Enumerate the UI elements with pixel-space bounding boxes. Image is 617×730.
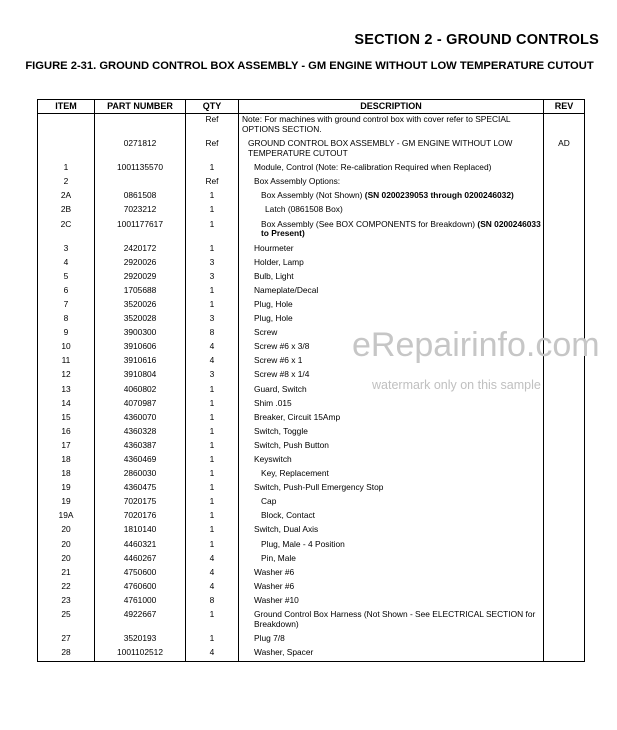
qty-cell: 1 — [186, 633, 239, 647]
part-number-cell: 3520026 — [95, 299, 186, 313]
qty-cell: 1 — [186, 524, 239, 538]
qty-cell: 4 — [186, 552, 239, 566]
qty-cell: 1 — [186, 482, 239, 496]
qty-cell: 1 — [186, 285, 239, 299]
description-cell — [239, 204, 544, 218]
part-number-cell: 2920026 — [95, 256, 186, 270]
part-number-cell: 3520028 — [95, 313, 186, 327]
description-cell — [239, 327, 544, 341]
qty-cell: 1 — [186, 609, 239, 633]
qty-cell: 4 — [186, 341, 239, 355]
description-cell — [239, 162, 544, 176]
description-cell — [239, 538, 544, 552]
description-text: Switch, Push Button — [254, 439, 329, 450]
part-number-cell: 7020176 — [95, 510, 186, 524]
description-cell — [239, 581, 544, 595]
part-number-cell: 2420172 — [95, 242, 186, 256]
item-cell: 18 — [38, 454, 95, 468]
item-cell: 19 — [38, 482, 95, 496]
table-row — [38, 285, 585, 299]
table-row — [38, 313, 585, 327]
table-row — [38, 454, 585, 468]
description-text: Plug, Hole — [254, 313, 293, 324]
part-number-cell: 2920029 — [95, 271, 186, 285]
table-row — [38, 468, 585, 482]
description-cell — [239, 524, 544, 538]
item-cell: 19 — [38, 496, 95, 510]
description-text: Block, Contact — [261, 510, 315, 521]
description-cell — [239, 355, 544, 369]
column-header-qty: QTY — [186, 100, 239, 114]
item-cell: 9 — [38, 327, 95, 341]
description-text: Washer #6 — [254, 566, 295, 577]
description-cell — [239, 440, 544, 454]
rev-cell — [544, 218, 585, 242]
item-cell: 16 — [38, 426, 95, 440]
qty-cell: 4 — [186, 355, 239, 369]
part-number-cell: 1810140 — [95, 524, 186, 538]
qty-cell: 1 — [186, 204, 239, 218]
description-text: Washer #6 — [254, 580, 295, 591]
qty-cell: 1 — [186, 538, 239, 552]
part-number-cell: 0861508 — [95, 190, 186, 204]
description-cell — [239, 176, 544, 190]
item-cell: 14 — [38, 397, 95, 411]
part-number-cell: 4360328 — [95, 426, 186, 440]
description-cell — [239, 138, 544, 162]
item-cell: 2C — [38, 218, 95, 242]
part-number-cell: 3910606 — [95, 341, 186, 355]
table-row — [38, 609, 585, 633]
rev-cell — [544, 510, 585, 524]
description-cell — [239, 426, 544, 440]
description-text: GROUND CONTROL BOX ASSEMBLY - GM ENGINE WITHOUT LOW TEMPERATURE CUTOUT — [248, 138, 513, 159]
table-row — [38, 647, 585, 662]
item-cell: 13 — [38, 383, 95, 397]
item-cell: 10 — [38, 341, 95, 355]
description-cell — [239, 482, 544, 496]
description-cell — [239, 633, 544, 647]
rev-cell — [544, 426, 585, 440]
table-row — [38, 190, 585, 204]
description-text: Switch, Toggle — [254, 425, 308, 436]
table-row — [38, 552, 585, 566]
description-cell — [239, 468, 544, 482]
table-row — [38, 271, 585, 285]
description-cell — [239, 114, 544, 139]
qty-cell: 1 — [186, 299, 239, 313]
description-cell — [239, 285, 544, 299]
description-text: Washer, Spacer — [254, 647, 314, 658]
column-header-description: DESCRIPTION — [239, 100, 544, 114]
qty-cell: 1 — [186, 190, 239, 204]
rev-cell — [544, 595, 585, 609]
description-text: Nameplate/Decal — [254, 284, 319, 295]
description-cell — [239, 552, 544, 566]
table-row — [38, 256, 585, 270]
description-text: Breaker, Circuit 15Amp — [254, 411, 341, 422]
rev-cell — [544, 204, 585, 218]
description-text: Washer #10 — [254, 594, 299, 605]
description-text: Hourmeter — [254, 242, 294, 253]
description-cell — [239, 412, 544, 426]
description-text: Latch (0861508 Box) — [265, 204, 343, 215]
part-number-cell: 7023212 — [95, 204, 186, 218]
qty-cell: 1 — [186, 468, 239, 482]
qty-cell: 4 — [186, 581, 239, 595]
description-text: Key, Replacement — [261, 468, 329, 479]
qty-cell: 1 — [186, 383, 239, 397]
part-number-cell: 4060802 — [95, 383, 186, 397]
description-cell — [239, 313, 544, 327]
description-cell — [239, 647, 544, 662]
column-header-part-number: PART NUMBER — [95, 100, 186, 114]
item-cell: 11 — [38, 355, 95, 369]
rev-cell — [544, 327, 585, 341]
item-cell: 3 — [38, 242, 95, 256]
rev-cell — [544, 176, 585, 190]
description-text: Module, Control (Note: Re-calibration Required when Replaced) — [254, 162, 492, 173]
qty-cell: 1 — [186, 242, 239, 256]
description-cell — [239, 609, 544, 633]
rev-cell — [544, 496, 585, 510]
item-cell — [38, 138, 95, 162]
description-cell — [239, 510, 544, 524]
qty-cell: 1 — [186, 397, 239, 411]
description-text: Switch, Push-Pull Emergency Stop — [254, 482, 384, 493]
table-row — [38, 482, 585, 496]
description-text: Plug, Hole — [254, 298, 293, 309]
qty-cell: Ref — [186, 176, 239, 190]
part-number-cell: 4070987 — [95, 397, 186, 411]
table-row — [38, 633, 585, 647]
qty-cell: 1 — [186, 162, 239, 176]
description-cell — [239, 190, 544, 204]
parts-table-body — [38, 114, 585, 662]
rev-cell — [544, 299, 585, 313]
rev-cell — [544, 567, 585, 581]
part-number-cell: 3900300 — [95, 327, 186, 341]
rev-cell — [544, 190, 585, 204]
rev-cell: AD — [544, 138, 585, 162]
part-number-cell: 1001177617 — [95, 218, 186, 242]
qty-cell: 4 — [186, 567, 239, 581]
part-number-cell: 4360387 — [95, 440, 186, 454]
item-cell: 27 — [38, 633, 95, 647]
rev-cell — [544, 355, 585, 369]
description-cell — [239, 242, 544, 256]
table-row — [38, 538, 585, 552]
part-number-cell: 2860030 — [95, 468, 186, 482]
description-cell — [239, 454, 544, 468]
table-row — [38, 524, 585, 538]
description-text: Screw #6 x 3/8 — [254, 341, 310, 352]
item-cell: 2 — [38, 176, 95, 190]
figure-title: FIGURE 2-31. GROUND CONTROL BOX ASSEMBLY - GM ENGINE WITHOUT LOW TEMPERATURE CUTOUT — [25, 60, 594, 72]
serial-range-text: (SN 0200246033 to Present) — [261, 218, 541, 239]
qty-cell: 1 — [186, 510, 239, 524]
item-cell: 18 — [38, 468, 95, 482]
item-cell: 21 — [38, 567, 95, 581]
description-cell — [239, 567, 544, 581]
description-text: Note: For machines with ground control box with cover refer to SPECIAL OPTIONS SECTION. — [242, 114, 511, 135]
part-number-cell: 1705688 — [95, 285, 186, 299]
part-number-cell: 4360475 — [95, 482, 186, 496]
table-row — [38, 426, 585, 440]
description-cell — [239, 271, 544, 285]
qty-cell: 1 — [186, 218, 239, 242]
item-cell: 2A — [38, 190, 95, 204]
description-text: Pin, Male — [261, 552, 296, 563]
table-row — [38, 383, 585, 397]
description-text: Screw — [254, 327, 278, 338]
rev-cell — [544, 609, 585, 633]
item-cell: 17 — [38, 440, 95, 454]
qty-cell: 3 — [186, 271, 239, 285]
description-text: Bulb, Light — [254, 270, 294, 281]
part-number-cell: 4460321 — [95, 538, 186, 552]
item-cell: 19A — [38, 510, 95, 524]
description-text: Box Assembly Options: — [254, 176, 341, 187]
item-cell: 7 — [38, 299, 95, 313]
rev-cell — [544, 412, 585, 426]
description-text: Keyswitch — [254, 453, 292, 464]
table-row — [38, 162, 585, 176]
watermark-note: watermark only on this sample — [372, 378, 541, 392]
description-cell — [239, 218, 544, 242]
item-cell: 20 — [38, 552, 95, 566]
rev-cell — [544, 369, 585, 383]
rev-cell — [544, 440, 585, 454]
part-number-cell: 4760600 — [95, 581, 186, 595]
description-text: Box Assembly (Not Shown) — [261, 190, 365, 201]
description-cell — [239, 341, 544, 355]
description-cell — [239, 383, 544, 397]
table-row — [38, 114, 585, 139]
table-row — [38, 341, 585, 355]
part-number-cell: 4761000 — [95, 595, 186, 609]
description-text: Screw #6 x 1 — [254, 355, 303, 366]
column-header-item: ITEM — [38, 100, 95, 114]
table-header-row — [38, 100, 585, 114]
qty-cell: 1 — [186, 426, 239, 440]
table-row — [38, 412, 585, 426]
part-number-cell: 4360469 — [95, 454, 186, 468]
description-text: Ground Control Box Harness (Not Shown - See ELECTRICAL SECTION for Breakdown) — [254, 609, 536, 629]
part-number-cell — [95, 176, 186, 190]
item-cell: 28 — [38, 647, 95, 662]
rev-cell — [544, 341, 585, 355]
item-cell: 2B — [38, 204, 95, 218]
table-row — [38, 176, 585, 190]
item-cell: 1 — [38, 162, 95, 176]
description-text: Box Assembly (See BOX COMPONENTS for Breakdown) — [261, 218, 478, 229]
rev-cell — [544, 313, 585, 327]
table-row — [38, 567, 585, 581]
description-cell — [239, 256, 544, 270]
description-text: Plug 7/8 — [254, 633, 285, 643]
rev-cell — [544, 482, 585, 496]
item-cell: 22 — [38, 581, 95, 595]
table-row — [38, 595, 585, 609]
rev-cell — [544, 383, 585, 397]
qty-cell: 8 — [186, 327, 239, 341]
item-cell: 8 — [38, 313, 95, 327]
description-text: Plug, Male - 4 Position — [261, 538, 345, 549]
qty-cell: 3 — [186, 256, 239, 270]
description-cell — [239, 595, 544, 609]
part-number-cell: 0271812 — [95, 138, 186, 162]
table-row — [38, 242, 585, 256]
rev-cell — [544, 114, 585, 139]
parts-table — [37, 99, 585, 662]
description-cell — [239, 369, 544, 383]
rev-cell — [544, 256, 585, 270]
rev-cell — [544, 454, 585, 468]
item-cell: 5 — [38, 271, 95, 285]
part-number-cell: 4750600 — [95, 567, 186, 581]
watermark-site: eRepairinfo.com — [352, 326, 600, 364]
part-number-cell — [95, 114, 186, 139]
qty-cell: 3 — [186, 313, 239, 327]
table-row — [38, 204, 585, 218]
part-number-cell: 3910616 — [95, 355, 186, 369]
rev-cell — [544, 285, 585, 299]
table-row — [38, 496, 585, 510]
part-number-cell: 1001135570 — [95, 162, 186, 176]
description-cell — [239, 299, 544, 313]
qty-cell: 3 — [186, 369, 239, 383]
rev-cell — [544, 581, 585, 595]
rev-cell — [544, 647, 585, 662]
part-number-cell: 3520193 — [95, 633, 186, 647]
section-title: SECTION 2 - GROUND CONTROLS — [354, 32, 599, 48]
item-cell: 4 — [38, 256, 95, 270]
description-text: Shim .015 — [254, 397, 292, 408]
description-text: Guard, Switch — [254, 383, 307, 394]
item-cell: 25 — [38, 609, 95, 633]
table-row — [38, 218, 585, 242]
description-text: Cap — [261, 496, 277, 507]
item-cell: 20 — [38, 538, 95, 552]
rev-cell — [544, 242, 585, 256]
description-cell — [239, 496, 544, 510]
table-row — [38, 397, 585, 411]
part-number-cell: 4360070 — [95, 412, 186, 426]
table-row — [38, 299, 585, 313]
table-row — [38, 440, 585, 454]
description-text: Switch, Dual Axis — [254, 524, 319, 535]
qty-cell: 1 — [186, 496, 239, 510]
qty-cell: Ref — [186, 138, 239, 162]
qty-cell: 4 — [186, 647, 239, 662]
item-cell — [38, 114, 95, 139]
item-cell: 15 — [38, 412, 95, 426]
table-row — [38, 369, 585, 383]
part-number-cell: 3910804 — [95, 369, 186, 383]
qty-cell: 1 — [186, 412, 239, 426]
item-cell: 23 — [38, 595, 95, 609]
table-row — [38, 327, 585, 341]
rev-cell — [544, 468, 585, 482]
rev-cell — [544, 271, 585, 285]
table-row — [38, 355, 585, 369]
rev-cell — [544, 524, 585, 538]
part-number-cell: 1001102512 — [95, 647, 186, 662]
table-row — [38, 138, 585, 162]
rev-cell — [544, 538, 585, 552]
description-text: Screw #8 x 1/4 — [254, 369, 310, 380]
column-header-rev: REV — [544, 100, 585, 114]
table-row — [38, 510, 585, 524]
description-text: Holder, Lamp — [254, 256, 304, 267]
part-number-cell: 4922667 — [95, 609, 186, 633]
part-number-cell: 4460267 — [95, 552, 186, 566]
description-cell — [239, 397, 544, 411]
rev-cell — [544, 397, 585, 411]
item-cell: 20 — [38, 524, 95, 538]
part-number-cell: 7020175 — [95, 496, 186, 510]
table-row — [38, 581, 585, 595]
item-cell: 12 — [38, 369, 95, 383]
qty-cell: 1 — [186, 454, 239, 468]
item-cell: 6 — [38, 285, 95, 299]
rev-cell — [544, 633, 585, 647]
qty-cell: Ref — [186, 114, 239, 139]
rev-cell — [544, 552, 585, 566]
qty-cell: 1 — [186, 440, 239, 454]
qty-cell: 8 — [186, 595, 239, 609]
rev-cell — [544, 162, 585, 176]
serial-range-text: (SN 0200239053 through 0200246032) — [364, 190, 514, 201]
